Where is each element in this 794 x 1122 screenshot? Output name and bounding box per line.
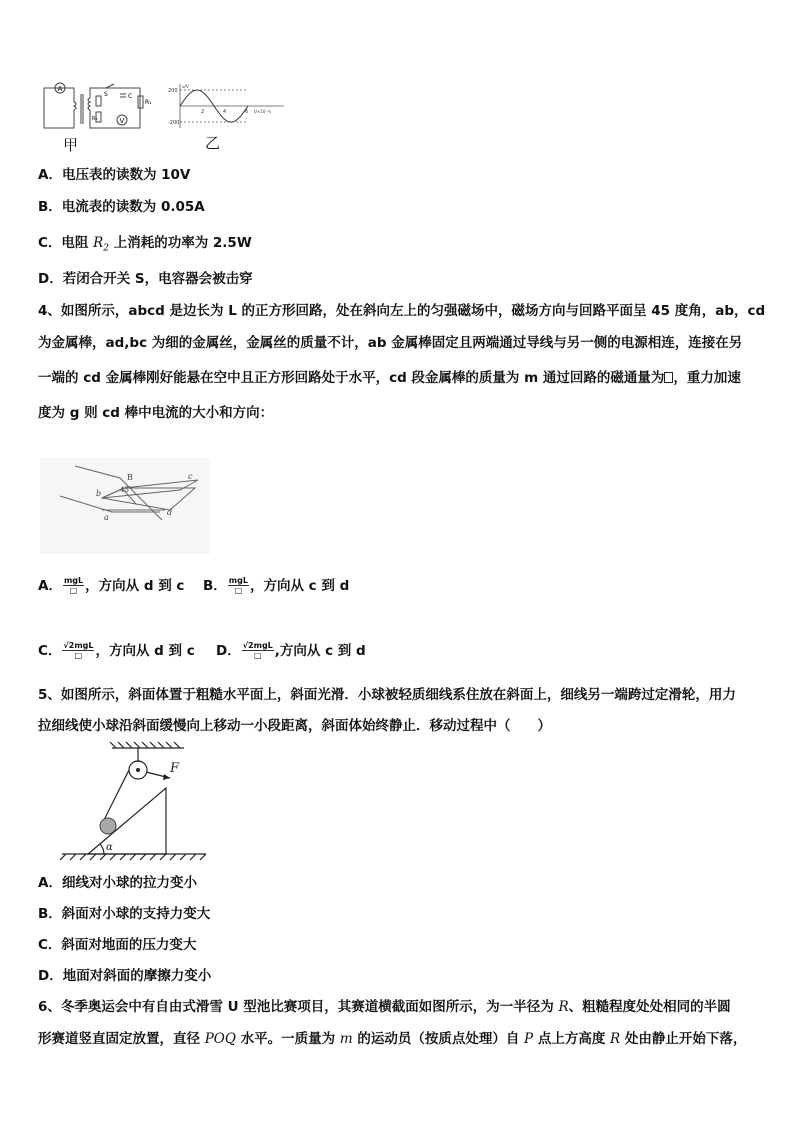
fraction bbox=[242, 642, 274, 660]
fraction-denominator: □ bbox=[74, 651, 83, 660]
q4-option-d-tail: ,方向从 c 到 d bbox=[274, 643, 366, 659]
q4-option-a-label: A． bbox=[38, 578, 62, 594]
voltage-waveform bbox=[168, 82, 288, 132]
q5-option-b: B．斜面对小球的支持力变大 bbox=[38, 906, 211, 922]
r1-label: R₁ bbox=[145, 99, 152, 106]
wave-x-tick: 2 bbox=[201, 109, 205, 115]
circuit-caption: 甲 bbox=[63, 136, 79, 154]
resistor-symbol: R bbox=[93, 235, 104, 251]
point-c-label: c bbox=[188, 472, 193, 481]
q4-option-c bbox=[38, 641, 195, 661]
q4-option-b bbox=[203, 576, 349, 596]
mass-var: m bbox=[339, 1031, 353, 1047]
wave-x-tick: 6 bbox=[245, 109, 249, 115]
q5-line-2: 拉细线使小球沿斜面缓慢向上移动一小段距离，斜面体始终静止．移动过程中（ ） bbox=[38, 718, 551, 734]
fraction bbox=[63, 577, 84, 595]
q6-line-2-e: 处由静止开始下落， bbox=[620, 1031, 747, 1047]
fraction-numerator: √2mgL bbox=[63, 641, 94, 650]
fraction-numerator: √2mgL bbox=[242, 641, 273, 650]
wave-x-unit: t/×10⁻²s bbox=[254, 109, 272, 114]
fraction bbox=[228, 577, 249, 595]
capacitor-label: C bbox=[128, 93, 133, 100]
q4-line-3-text: 一端的 cd 金属棒刚好能悬在空中且正方形回路处于水平，cd 段金属棒的质量为 m 通过回路的磁通量为 bbox=[38, 370, 665, 386]
angle-alpha-label: α bbox=[106, 842, 113, 853]
radius-var: R bbox=[558, 999, 569, 1015]
q4-option-a-tail: ，方向从 d 到 c bbox=[85, 578, 185, 594]
q5-option-a: A．细线对小球的拉力变小 bbox=[38, 875, 197, 891]
voltmeter-label: V bbox=[119, 117, 125, 125]
q6-line-2-d: 点上方高度 bbox=[533, 1031, 611, 1047]
resistor-subscript: 2 bbox=[103, 243, 110, 254]
q3-option-a: A．电压表的读数为 10V bbox=[38, 167, 191, 183]
fraction-denominator: □ bbox=[253, 651, 262, 660]
fraction bbox=[62, 642, 94, 660]
point-d-label: d bbox=[167, 508, 173, 517]
q4-line-2: 为金属棒，ad,bc 为细的金属丝，金属丝的质量不计，ab 金属棒固定且两端通过导线与另一侧的电源相连，连接在另 bbox=[38, 335, 743, 351]
q4-option-a bbox=[38, 576, 184, 596]
circuit-diagram bbox=[40, 80, 160, 136]
q5-option-c: C．斜面对地面的压力变大 bbox=[38, 937, 197, 953]
q3-option-b: B．电流表的读数为 0.05A bbox=[38, 199, 205, 215]
fraction-denominator: □ bbox=[234, 586, 243, 595]
switch-label: S bbox=[104, 91, 108, 98]
point-p-var: P bbox=[524, 1031, 534, 1047]
q5-option-d: D．地面对斜面的摩擦力变小 bbox=[38, 968, 212, 984]
q3-option-c bbox=[38, 233, 768, 259]
q6-line-2-a: 形赛道竖直固定放置，直径 bbox=[38, 1031, 205, 1047]
q4-option-c-label: C． bbox=[38, 643, 62, 659]
q4-line-3 bbox=[38, 368, 768, 388]
fraction-numerator: mgL bbox=[63, 576, 84, 585]
q4-option-d-label: D． bbox=[216, 643, 241, 659]
q5-line-1: 5、如图所示，斜面体置于粗糙水平面上，斜面光滑．小球被轻质细线系住放在斜面上，细线另一端跨过定滑轮，用力 bbox=[38, 687, 736, 703]
q6-line-1-a: 6、冬季奥运会中有自由式滑雪 U 型池比赛项目，其赛道横截面如图所示，为一半径为 bbox=[38, 999, 559, 1015]
angle-45-label: 45° bbox=[120, 486, 133, 494]
q6-line-1 bbox=[38, 997, 768, 1017]
incline-pulley-diagram bbox=[58, 740, 210, 868]
q4-option-c-tail: ，方向从 d 到 c bbox=[95, 643, 195, 659]
diameter-var: POQ bbox=[204, 1031, 236, 1047]
q6-line-2-c: 的运动员（按质点处理）自 bbox=[352, 1031, 525, 1047]
fraction-denominator: □ bbox=[69, 586, 78, 595]
q4-line-1: 4、如图所示，abcd 是边长为 L 的正方形回路，处在斜向左上的匀强磁场中，磁场方向与回路平面呈 45 度角，ab，cd bbox=[38, 303, 766, 319]
q4-line-3-tail: ，重力加速 bbox=[673, 370, 741, 386]
point-b-label: b bbox=[96, 489, 102, 498]
q6-line-2-b: 水平。一质量为 bbox=[235, 1031, 340, 1047]
q3-option-c-post: 上消耗的功率为 2.5W bbox=[109, 235, 252, 251]
wave-y-top: 200 bbox=[168, 88, 178, 94]
q4-option-d bbox=[216, 641, 366, 661]
q3-option-d: D．若闭合开关 S，电容器会被击穿 bbox=[38, 271, 253, 287]
point-a-label: a bbox=[104, 513, 109, 522]
q4-option-b-tail: ，方向从 c 到 d bbox=[249, 578, 350, 594]
wave-x-tick: 4 bbox=[223, 109, 227, 115]
fraction-numerator: mgL bbox=[228, 576, 248, 585]
q6-line-2 bbox=[38, 1029, 768, 1049]
r2-label: R₂ bbox=[92, 116, 98, 122]
field-b-label: B bbox=[127, 473, 133, 482]
q3-option-c-pre: C．电阻 bbox=[38, 235, 94, 251]
wave-y-unit: u/V bbox=[182, 84, 189, 89]
q4-option-b-label: B． bbox=[203, 578, 227, 594]
q4-line-4: 度为 g 则 cd 棒中电流的大小和方向： bbox=[38, 405, 274, 421]
q6-line-1-b: 、粗糙程度处处相同的半圆 bbox=[568, 999, 731, 1015]
wave-y-bottom: -200 bbox=[168, 120, 180, 126]
height-var: R bbox=[610, 1031, 621, 1047]
ammeter-label: A bbox=[57, 85, 63, 93]
square-loop-diagram bbox=[40, 458, 210, 554]
force-f-label: F bbox=[170, 761, 180, 776]
wave-caption: 乙 bbox=[205, 134, 221, 152]
